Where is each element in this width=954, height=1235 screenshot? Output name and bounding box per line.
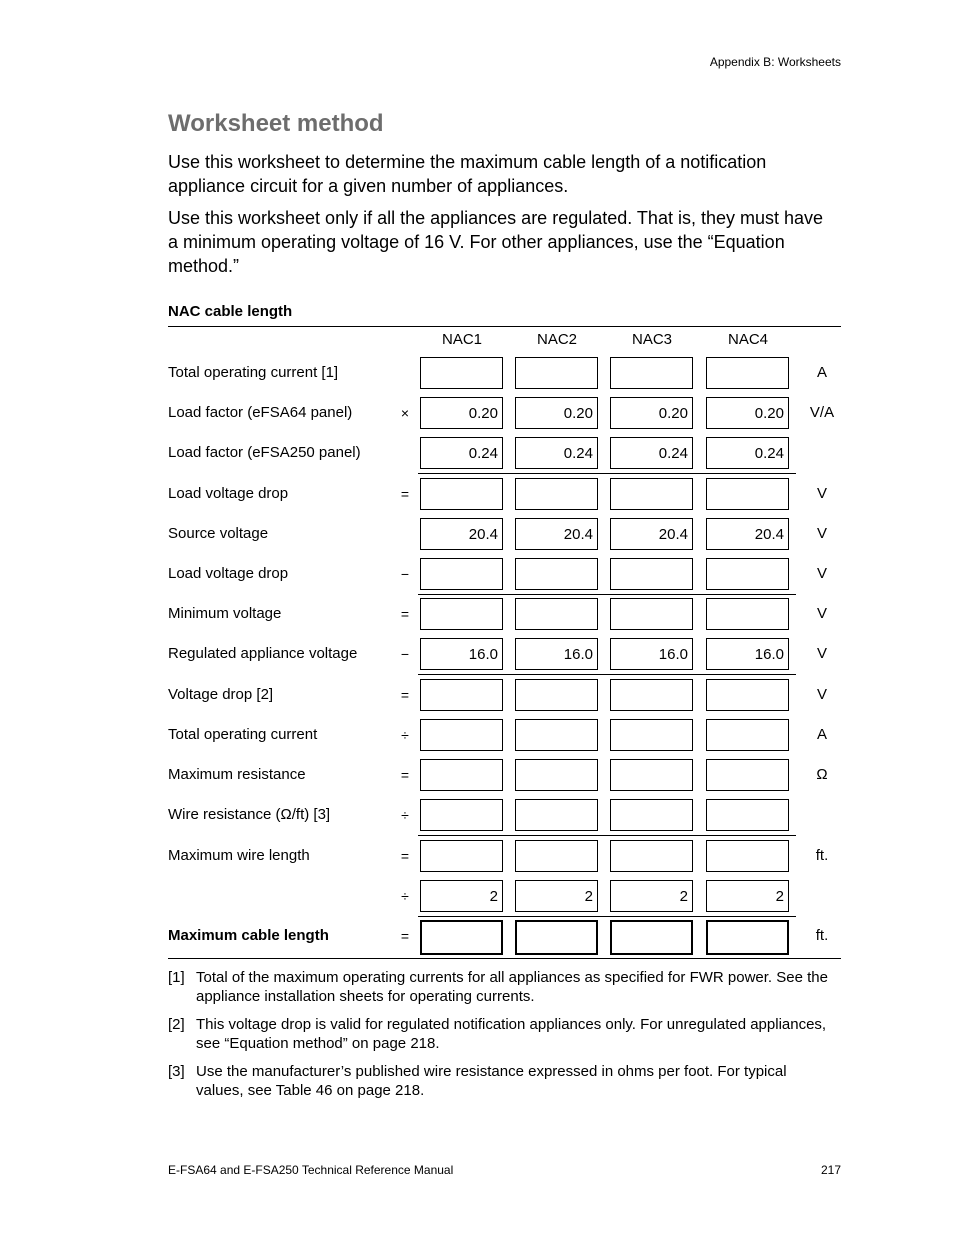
value-cell-nac1[interactable] bbox=[420, 357, 503, 389]
value-cell-nac4[interactable] bbox=[706, 598, 789, 630]
value-cell-nac3[interactable] bbox=[610, 920, 693, 955]
unit-label: ft. bbox=[815, 927, 829, 944]
value-cell-nac1[interactable]: 16.0 bbox=[420, 638, 503, 670]
value-cell-nac2[interactable] bbox=[515, 558, 598, 590]
footnote-1 bbox=[168, 968, 838, 1006]
operator-symbol: − bbox=[400, 646, 410, 662]
value-cell-nac1[interactable] bbox=[420, 840, 503, 872]
column-header-nac2: NAC2 bbox=[536, 331, 577, 348]
value-cell-nac4[interactable]: 0.24 bbox=[706, 437, 789, 469]
row-label: Maximum resistance bbox=[168, 766, 306, 783]
row-label: Voltage drop [2] bbox=[168, 686, 274, 703]
value-cell-nac2[interactable] bbox=[515, 679, 598, 711]
value-cell-nac3[interactable] bbox=[610, 478, 693, 510]
column-header-nac3: NAC3 bbox=[631, 331, 672, 348]
value-cell-nac4[interactable] bbox=[706, 840, 789, 872]
value-cell-nac3[interactable] bbox=[610, 719, 693, 751]
table-bottom-rule bbox=[168, 958, 841, 959]
value-cell-nac2[interactable] bbox=[515, 357, 598, 389]
footnote-text: Total of the maximum operating currents for all appliances as specified for FWR power. See the appliance installation sheets for operating currents. bbox=[196, 969, 828, 1005]
value-cell-nac3[interactable] bbox=[610, 558, 693, 590]
operator-symbol: ÷ bbox=[401, 807, 409, 823]
value-cell-nac2[interactable] bbox=[515, 799, 598, 831]
value-cell-nac2[interactable] bbox=[515, 759, 598, 791]
footnote-3 bbox=[168, 1062, 838, 1100]
value-cell-nac1[interactable] bbox=[420, 679, 503, 711]
value-cell-nac4[interactable] bbox=[706, 759, 789, 791]
value-cell-nac3[interactable]: 16.0 bbox=[610, 638, 693, 670]
value-cell-nac1[interactable] bbox=[420, 478, 503, 510]
page-title: Worksheet method bbox=[168, 110, 384, 137]
subtotal-rule bbox=[418, 674, 796, 675]
table-top-rule bbox=[168, 326, 841, 327]
value-cell-nac4[interactable] bbox=[706, 799, 789, 831]
value-cell-nac3[interactable] bbox=[610, 840, 693, 872]
value-cell-nac2[interactable] bbox=[515, 598, 598, 630]
value-cell-nac4[interactable] bbox=[706, 719, 789, 751]
value-cell-nac1[interactable] bbox=[420, 799, 503, 831]
row-label: Total operating current bbox=[168, 726, 318, 743]
value-cell-nac2[interactable]: 0.24 bbox=[515, 437, 598, 469]
row-label: Source voltage bbox=[168, 525, 269, 542]
subtotal-rule bbox=[418, 916, 796, 917]
row-label: Maximum wire length bbox=[168, 847, 310, 864]
row-label: Minimum voltage bbox=[168, 605, 282, 622]
value-cell-nac1[interactable] bbox=[420, 558, 503, 590]
value-cell-nac3[interactable]: 2 bbox=[610, 880, 693, 912]
operator-symbol: ÷ bbox=[401, 727, 409, 743]
page-number: 217 bbox=[820, 1163, 841, 1177]
value-cell-nac3[interactable]: 0.20 bbox=[610, 397, 693, 429]
value-cell-nac3[interactable]: 0.24 bbox=[610, 437, 693, 469]
value-cell-nac3[interactable] bbox=[610, 679, 693, 711]
operator-symbol: = bbox=[400, 848, 410, 864]
value-cell-nac3[interactable] bbox=[610, 598, 693, 630]
footer-manual-title: E-FSA64 and E-FSA250 Technical Reference Manual bbox=[168, 1163, 454, 1177]
operator-symbol: × bbox=[400, 405, 410, 421]
row-label: Load factor (eFSA250 panel) bbox=[168, 444, 361, 461]
value-cell-nac1[interactable]: 0.24 bbox=[420, 437, 503, 469]
value-cell-nac3[interactable] bbox=[610, 799, 693, 831]
unit-label: ft. bbox=[815, 847, 829, 864]
footnote-number: [3] bbox=[168, 1063, 185, 1080]
value-cell-nac1[interactable] bbox=[420, 920, 503, 955]
value-cell-nac2[interactable] bbox=[515, 840, 598, 872]
value-cell-nac1[interactable]: 2 bbox=[420, 880, 503, 912]
footnote-number: [1] bbox=[168, 969, 185, 986]
value-cell-nac4[interactable]: 16.0 bbox=[706, 638, 789, 670]
unit-label: V bbox=[816, 645, 827, 662]
footnote-2 bbox=[168, 1015, 838, 1053]
unit-label: V bbox=[816, 485, 827, 502]
unit-label: V bbox=[816, 525, 827, 542]
intro-paragraph: Use this worksheet to determine the maximum cable length of a notification appliance circuit for a given number of appliances. bbox=[168, 152, 767, 196]
unit-label: V bbox=[816, 605, 827, 622]
footnote-text: This voltage drop is valid for regulated notification appliances only. For unregulated appliances, see “Equation method” on page 218. bbox=[196, 1016, 827, 1052]
table-title: NAC cable length bbox=[168, 303, 293, 320]
column-header-nac1: NAC1 bbox=[441, 331, 482, 348]
value-cell-nac4[interactable] bbox=[706, 920, 789, 955]
operator-symbol: − bbox=[400, 566, 410, 582]
unit-label: A bbox=[816, 364, 827, 381]
value-cell-nac2[interactable] bbox=[515, 920, 598, 955]
footnote-text: Use the manufacturer’s published wire resistance expressed in ohms per foot. For typical values, see Table 46 on page 218. bbox=[196, 1063, 787, 1099]
value-cell-nac2[interactable]: 0.20 bbox=[515, 397, 598, 429]
value-cell-nac4[interactable]: 0.20 bbox=[706, 397, 789, 429]
value-cell-nac4[interactable] bbox=[706, 679, 789, 711]
value-cell-nac2[interactable]: 16.0 bbox=[515, 638, 598, 670]
operator-symbol: = bbox=[400, 767, 410, 783]
value-cell-nac3[interactable]: 20.4 bbox=[610, 518, 693, 550]
row-label: Wire resistance (Ω/ft) [3] bbox=[168, 806, 331, 823]
row-label: Maximum cable length bbox=[168, 927, 329, 944]
value-cell-nac2[interactable] bbox=[515, 719, 598, 751]
value-cell-nac1[interactable] bbox=[420, 759, 503, 791]
unit-label: V/A bbox=[809, 404, 835, 421]
running-header: Appendix B: Worksheets bbox=[709, 55, 841, 69]
operator-symbol: = bbox=[400, 687, 410, 703]
operator-symbol: ÷ bbox=[401, 888, 409, 904]
unit-label: Ω bbox=[816, 766, 828, 783]
value-cell-nac1[interactable] bbox=[420, 719, 503, 751]
unit-label: V bbox=[816, 565, 827, 582]
row-label: Load voltage drop bbox=[168, 565, 289, 582]
value-cell-nac2[interactable]: 2 bbox=[515, 880, 598, 912]
subtotal-rule bbox=[418, 473, 796, 474]
row-label: Total operating current [1] bbox=[168, 364, 339, 381]
value-cell-nac3[interactable] bbox=[610, 357, 693, 389]
value-cell-nac4[interactable]: 2 bbox=[706, 880, 789, 912]
footnote-number: [2] bbox=[168, 1016, 185, 1033]
value-cell-nac1[interactable]: 20.4 bbox=[420, 518, 503, 550]
unit-label: A bbox=[816, 726, 827, 743]
value-cell-nac4[interactable] bbox=[706, 558, 789, 590]
row-label: Regulated appliance voltage bbox=[168, 645, 358, 662]
value-cell-nac1[interactable]: 0.20 bbox=[420, 397, 503, 429]
value-cell-nac4[interactable]: 20.4 bbox=[706, 518, 789, 550]
value-cell-nac4[interactable] bbox=[706, 357, 789, 389]
value-cell-nac4[interactable] bbox=[706, 478, 789, 510]
column-header-nac4: NAC4 bbox=[727, 331, 768, 348]
value-cell-nac2[interactable]: 20.4 bbox=[515, 518, 598, 550]
usage-paragraph: Use this worksheet only if all the appliances are regulated. That is, they must have a minimum operating voltage of 16 V. For other appliances, use the “Equation method.” bbox=[168, 208, 824, 276]
operator-symbol: = bbox=[400, 606, 410, 622]
unit-label: V bbox=[816, 686, 827, 703]
subtotal-rule bbox=[418, 594, 796, 595]
value-cell-nac2[interactable] bbox=[515, 478, 598, 510]
value-cell-nac1[interactable] bbox=[420, 598, 503, 630]
value-cell-nac3[interactable] bbox=[610, 759, 693, 791]
row-label: Load factor (eFSA64 panel) bbox=[168, 404, 353, 421]
row-label: Load voltage drop bbox=[168, 485, 289, 502]
operator-symbol: = bbox=[400, 486, 410, 502]
operator-symbol: = bbox=[400, 928, 410, 944]
subtotal-rule bbox=[418, 835, 796, 836]
